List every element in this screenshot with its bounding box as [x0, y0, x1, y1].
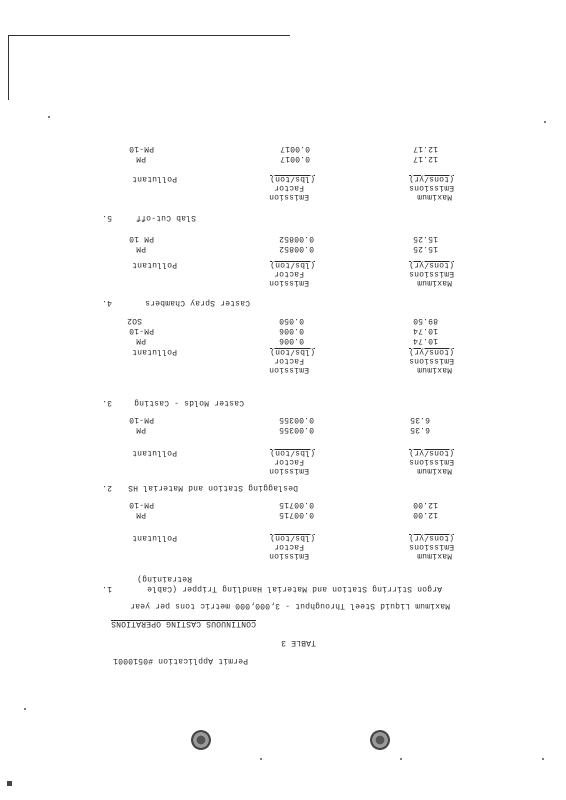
speck [24, 708, 26, 710]
row-max: 12.00 [412, 500, 438, 509]
section-number: 5. [101, 213, 112, 222]
section-title-line: Caster Spray Chambers [144, 298, 250, 307]
speck [544, 121, 546, 123]
header-max: (tons/yr) [408, 260, 454, 269]
speck [48, 116, 50, 118]
permit-number: Permit Application #0510001 [112, 656, 248, 665]
seal-stamp [191, 730, 211, 750]
section-title-line: Deslagging Station and Material HS [127, 483, 298, 492]
top-border-line [8, 35, 290, 36]
row-pollutant: PM [135, 336, 146, 345]
header-max: (tons/yr) [408, 347, 454, 356]
row-max: 15.25 [412, 234, 438, 243]
header-factor: Emission [268, 192, 309, 201]
header-factor: (lbs/ton) [269, 260, 315, 269]
row-pollutant: PM-10 [128, 500, 154, 509]
row-pollutant: PM-10 [128, 326, 154, 335]
section-number: 2. [101, 483, 112, 492]
header-max: Emissions [408, 457, 454, 466]
header-max: Maximum [416, 192, 452, 201]
speck [542, 758, 544, 760]
row-max: 10.74 [412, 336, 438, 345]
header-pollutant: Pollutant [131, 174, 177, 183]
row-factor: 0.0017 [279, 144, 310, 153]
section-number: 1. [101, 584, 112, 593]
header-max: (tons/yr) [408, 533, 454, 542]
row-max: 12.00 [412, 510, 438, 519]
header-factor: Emission [268, 365, 309, 374]
row-factor: 0.00852 [278, 234, 314, 243]
row-pollutant: PM-10 [128, 144, 154, 153]
header-max: Emissions [408, 269, 454, 278]
header-max: (tons/yr) [408, 174, 454, 183]
row-pollutant: PM 10 [128, 234, 154, 243]
section-title-line: Argon Stirring Station and Material Handling Tripper (Cable [146, 584, 442, 593]
header-pollutant: Pollutant [131, 347, 177, 356]
row-max: 10.74 [412, 326, 438, 335]
row-pollutant: PM [135, 510, 146, 519]
row-pollutant: SO2 [126, 316, 142, 325]
header-factor: Emission [268, 278, 309, 287]
header-max: Emissions [408, 183, 454, 192]
header-pollutant: Pollutant [131, 533, 177, 542]
row-factor: 0.00355 [278, 425, 314, 434]
header-max: Maximum [416, 278, 452, 287]
row-max: 6.35 [409, 425, 430, 434]
header-max: Maximum [416, 466, 452, 475]
row-factor: 0.006 [278, 336, 304, 345]
header-factor: (lbs/ton) [269, 448, 315, 457]
header-max: Maximum [416, 551, 452, 560]
row-factor: 0.050 [278, 316, 304, 325]
header-pollutant: Pollutant [131, 448, 177, 457]
row-factor: 0.00715 [278, 510, 314, 519]
row-max: 12.17 [412, 154, 438, 163]
row-factor: 0.00852 [278, 244, 314, 253]
row-max: 89.50 [412, 316, 438, 325]
header-factor: Emission [268, 466, 309, 475]
row-pollutant: PM [135, 425, 146, 434]
header-factor: Factor [273, 457, 304, 466]
corner-mark [7, 781, 12, 786]
section-title-line: Caster Molds - Casting [133, 398, 244, 407]
header-max: Maximum [416, 365, 452, 374]
section-number: 3. [101, 398, 112, 407]
header-factor: (lbs/ton) [269, 533, 315, 542]
section-title-line: Slab Cut-off [135, 213, 196, 222]
row-max: 6.35 [409, 415, 430, 424]
right-border-line [8, 35, 9, 100]
header-factor: Emission [268, 551, 309, 560]
table-title: TABLE 3 [280, 638, 316, 647]
header-factor: Factor [273, 542, 304, 551]
throughput-line: Maximum Liquid Steel Throughput - 3,000,000 metric tons per year [129, 601, 450, 610]
row-factor: 0.006 [278, 326, 304, 335]
row-max: 15.25 [412, 244, 438, 253]
header-max: Emissions [408, 542, 454, 551]
header-factor: Factor [273, 183, 304, 192]
row-factor: 0.0017 [279, 154, 310, 163]
header-max: (tons/yr) [408, 448, 454, 457]
header-max: Emissions [408, 356, 454, 365]
header-pollutant: Pollutant [131, 260, 177, 269]
header-factor: Factor [273, 356, 304, 365]
header-factor: (lbs/ton) [269, 174, 315, 183]
header-factor: (lbs/ton) [269, 347, 315, 356]
seal-stamp [370, 730, 390, 750]
section-title-line: Retraining) [136, 574, 192, 583]
section-title: CONTINUOUS CASTING OPERATIONS [110, 619, 256, 628]
row-max: 12.17 [412, 144, 438, 153]
header-factor: Factor [273, 269, 304, 278]
row-factor: 0.00355 [278, 415, 314, 424]
speck [260, 758, 262, 760]
section-number: 4. [101, 298, 112, 307]
row-pollutant: PM-10 [128, 415, 154, 424]
row-factor: 0.00715 [278, 500, 314, 509]
row-pollutant: PM [135, 244, 146, 253]
row-pollutant: PM [135, 154, 146, 163]
speck [400, 758, 402, 760]
